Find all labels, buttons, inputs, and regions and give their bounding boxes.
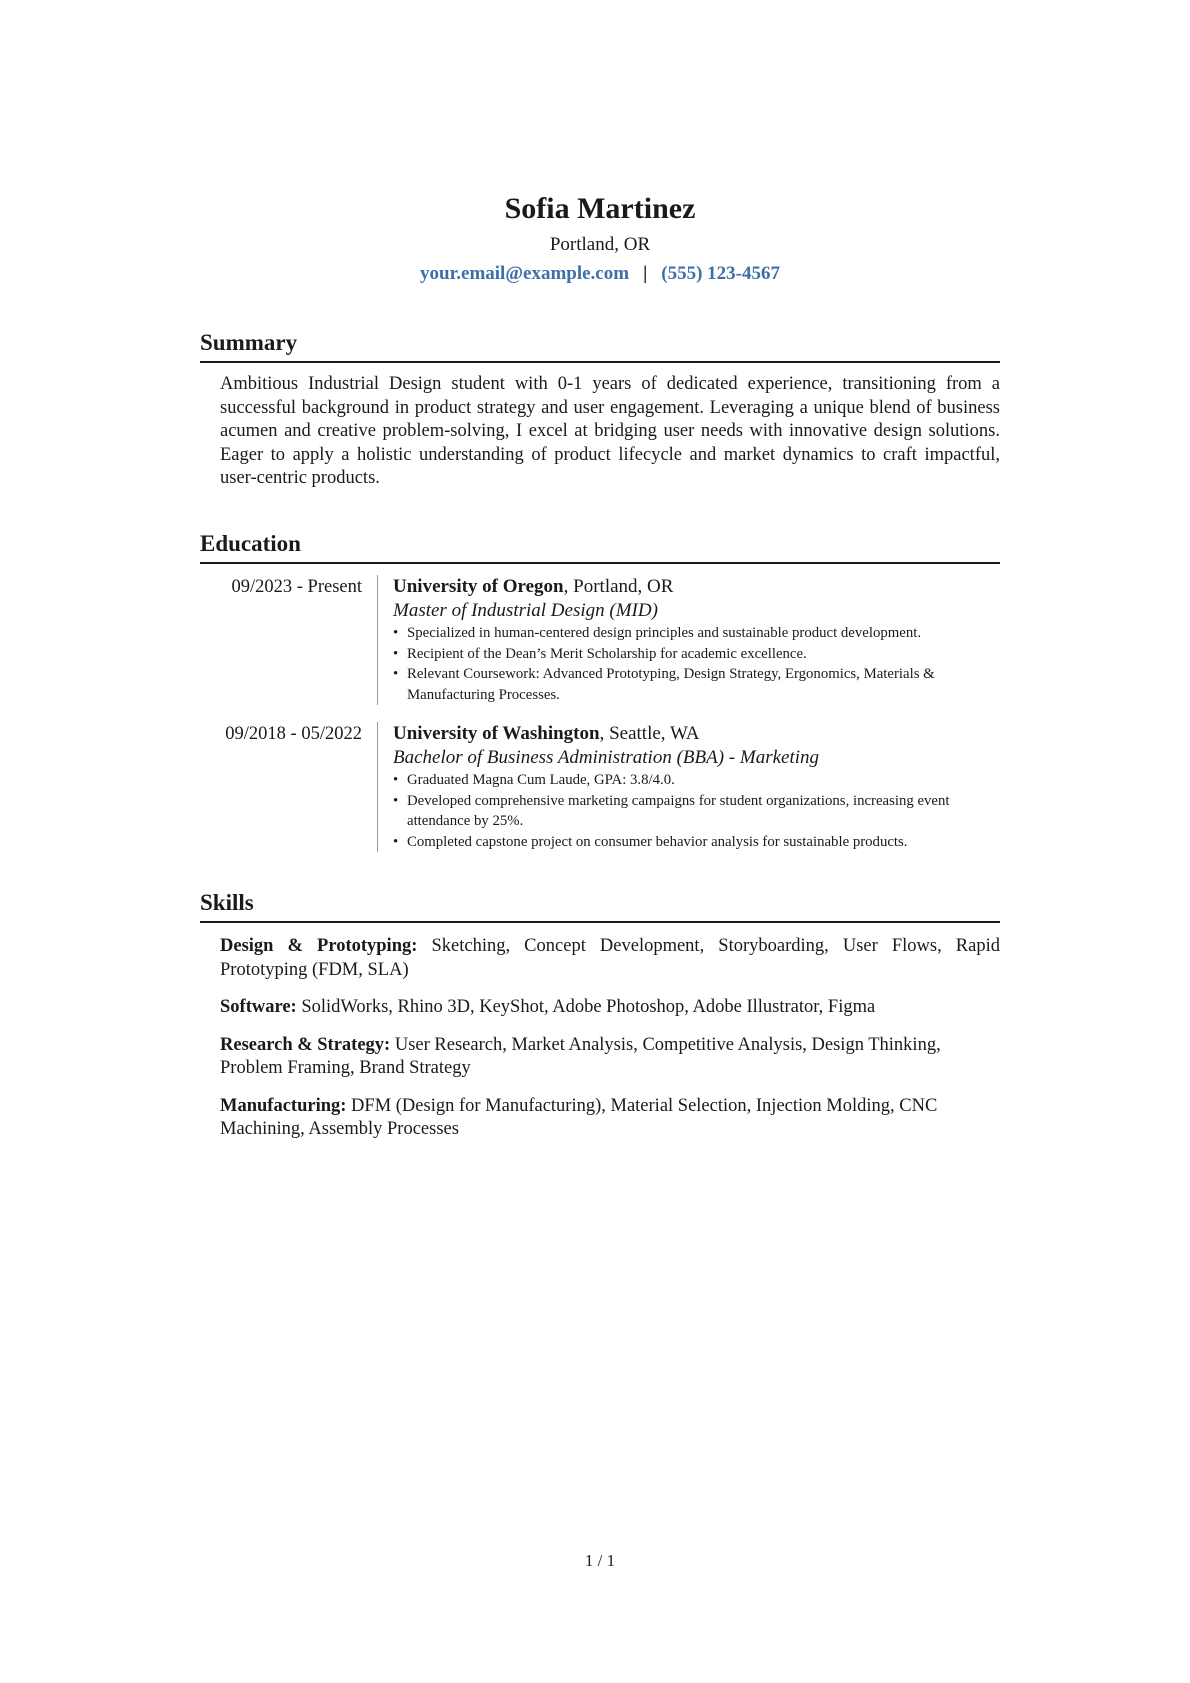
education-school-line — [393, 722, 985, 746]
skill-row — [220, 996, 1000, 1020]
bullet-icon: • — [393, 792, 399, 809]
education-date: 09/2023 - Present — [231, 577, 362, 597]
bullet-text: Recipient of the Dean’s Merit Scholarship for academic excellence. — [407, 645, 807, 662]
skill-label: Software: — [220, 997, 297, 1017]
list-item — [393, 832, 985, 853]
education-entry — [200, 575, 1000, 705]
bullet-icon: • — [393, 833, 399, 850]
education-section — [200, 529, 1000, 852]
summary-text: Ambitious Industrial Design student with 0-1 years of dedicated experience, transitioning from a successful background in product strategy and user engagement. Leveraging a unique blend of business acumen and creative problem-solving, I excel at bridging user needs with innovative design solutions. Eager to apply a holistic understanding of product lifecycle and market dynamics to craft impactful, user-centric products. — [220, 374, 1000, 488]
skill-label: Research & Strategy: — [220, 1034, 391, 1055]
summary-section — [200, 328, 1000, 491]
skills-body — [200, 935, 1000, 1142]
resume-page — [200, 0, 1000, 1683]
skill-value: Sketching, Concept Development, Storyboarding, User Flows, Rapid Prototyping (FDM, SLA) — [220, 936, 1000, 980]
list-item — [393, 791, 985, 832]
skill-row — [220, 1034, 1000, 1081]
school-location: , Portland, OR — [563, 576, 674, 597]
school-name: University of Oregon — [393, 576, 564, 597]
skill-value: SolidWorks, Rhino 3D, KeyShot, Adobe Photoshop, Adobe Illustrator, Figma — [296, 997, 876, 1017]
bullet-icon: • — [393, 772, 399, 788]
candidate-name: Sofia Martinez — [504, 192, 696, 225]
skills-section — [200, 888, 1000, 1156]
contact-line — [200, 261, 1000, 287]
education-date: 09/2018 - 05/2022 — [225, 724, 362, 744]
resume-header — [200, 190, 1000, 287]
summary-title: Summary — [200, 328, 1000, 363]
education-bullets — [393, 623, 985, 705]
skill-value: DFM (Design for Manufacturing), Material Selection, Injection Molding, CNC Machining, Assembly Processes — [220, 1095, 938, 1139]
list-item — [393, 770, 985, 791]
skills-title: Skills — [200, 888, 1000, 923]
education-details — [378, 722, 985, 852]
education-entry — [200, 722, 1000, 852]
degree-name: Master of Industrial Design (MID) — [393, 600, 658, 621]
bullet-icon: • — [393, 645, 399, 662]
skill-label: Manufacturing: — [220, 1095, 347, 1116]
skill-label: Design & Prototyping: — [220, 936, 418, 956]
list-item — [393, 623, 985, 644]
degree-name: Bachelor of Business Administration (BBA) - Marketing — [393, 747, 820, 768]
education-details — [378, 575, 985, 705]
skill-row — [220, 935, 1000, 982]
page-number: 1 / 1 — [584, 1551, 616, 1570]
bullet-text: Specialized in human-centered design principles and sustainable product development. — [407, 625, 922, 641]
education-school-line — [393, 575, 985, 599]
bullet-text: Graduated Magna Cum Laude, GPA: 3.8/4.0. — [407, 772, 675, 788]
phone-link[interactable]: (555) 123-4567 — [661, 263, 780, 284]
candidate-location: Portland, OR — [549, 234, 651, 255]
bullet-icon: • — [393, 625, 399, 641]
list-item — [393, 644, 985, 665]
list-item — [393, 664, 985, 705]
contact-separator: | — [643, 263, 648, 284]
education-bullets — [393, 770, 985, 852]
skill-value: User Research, Market Analysis, Competitive Analysis, Design Thinking, Problem Framing, Brand Strategy — [220, 1034, 941, 1078]
school-location: , Seattle, WA — [599, 723, 700, 744]
bullet-text: Developed comprehensive marketing campaigns for student organizations, increasing event attendance by 25%. — [407, 792, 950, 829]
school-name: University of Washington — [393, 723, 600, 744]
skill-row — [220, 1095, 1000, 1142]
bullet-text: Relevant Coursework: Advanced Prototyping, Design Strategy, Ergonomics, Materials & Manufacturing Processes. — [407, 666, 935, 703]
bullet-icon: • — [393, 666, 399, 682]
email-link[interactable]: your.email@example.com — [420, 263, 630, 284]
education-title: Education — [200, 529, 1000, 564]
bullet-text: Completed capstone project on consumer behavior analysis for sustainable products. — [407, 833, 908, 850]
